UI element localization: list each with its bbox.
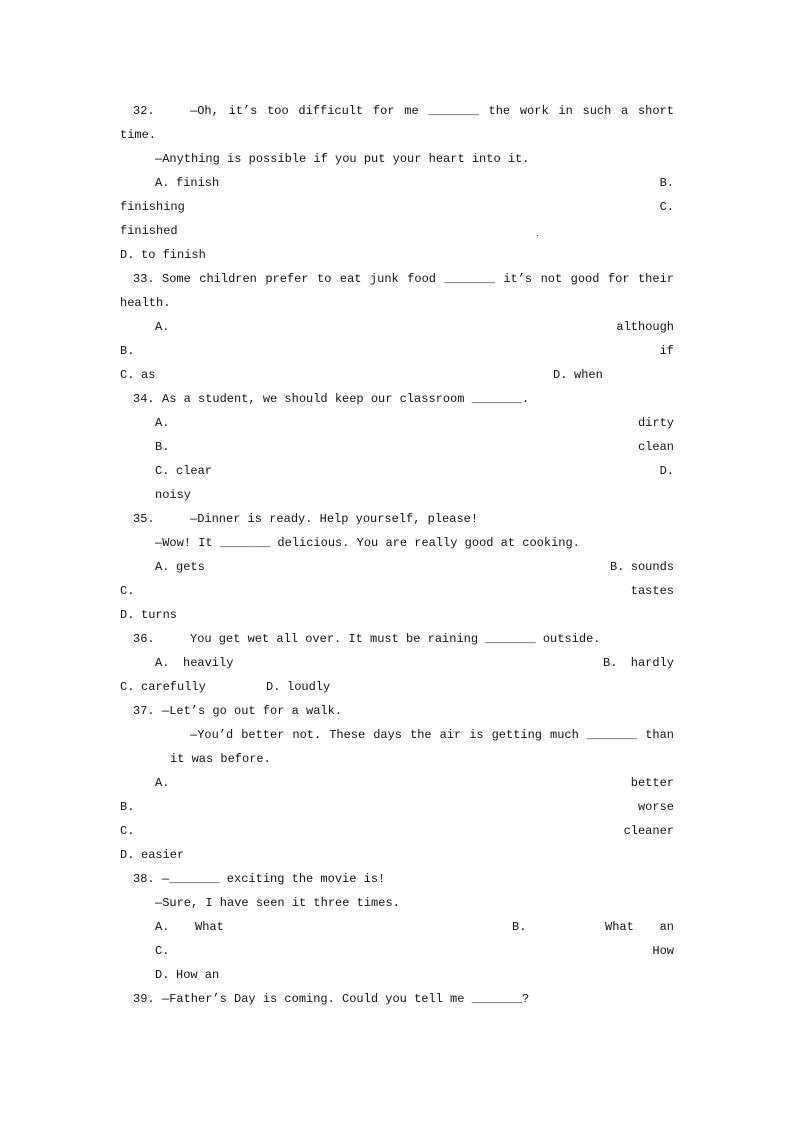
q32-option-c-text: finished (120, 224, 178, 238)
q38-option-b-text: What an (605, 920, 674, 934)
q32-option-a-text: finish (176, 176, 220, 190)
q32-option-d-text: to finish (141, 248, 206, 262)
q35-option-d-text: turns (141, 608, 178, 622)
q36-option-d-label: D. (266, 680, 281, 694)
q38-option-b-label: B. (512, 920, 527, 934)
q32-option-c-label: C. (659, 200, 674, 214)
q35-option-a-label: A. (155, 560, 170, 574)
q34-option-c-text: clear (176, 464, 213, 478)
q37-option-a-text: better (630, 776, 674, 790)
q37-option-c-text: cleaner (623, 824, 674, 838)
q38-option-d-text: How an (176, 968, 220, 982)
q33-option-b-label: B. (120, 344, 135, 358)
q33-option-c-label: C. (120, 368, 135, 382)
q33-option-a-label: A. (155, 320, 170, 334)
q33-stem-1: Some children prefer to eat junk food _______ it’s not good for their (162, 272, 674, 286)
q37-reply-2: it was before. (170, 752, 271, 766)
q35-option-c-label: C. (120, 584, 135, 598)
q34-option-b-label: B. (155, 440, 170, 454)
q34-option-a-text: dirty (637, 416, 674, 430)
q36-number: 36. (133, 632, 155, 646)
q36-option-c-text: carefully (141, 680, 206, 694)
q38-option-a-text: What (195, 920, 224, 934)
q34-option-d-label: D. (659, 464, 674, 478)
q32-reply: —Anything is possible if you put your heart into it. (155, 152, 530, 166)
q36-option-c-label: C. (120, 680, 135, 694)
q32-option-b-label: B. (659, 176, 674, 190)
q38-number: 38. (133, 872, 155, 886)
q38-stem: —_______ exciting the movie is! (162, 872, 386, 886)
q37-option-b-label: B. (120, 800, 135, 814)
q35-option-b-text: sounds (630, 560, 674, 574)
q33-option-c-text: as (141, 368, 156, 382)
q39-stem: —Father’s Day is coming. Could you tell me _______? (162, 992, 530, 1006)
q32-stem-1: —Oh, it’s too difficult for me _______ the work in such a short (190, 104, 674, 118)
q34-option-c-label: C. (155, 464, 170, 478)
q36-option-a-text: heavily (183, 656, 234, 670)
q33-stem-2: health. (120, 296, 171, 310)
q33-option-d-text: when (574, 368, 603, 382)
q33-number: 33. (133, 272, 155, 286)
q32-stem-2: time. (120, 128, 157, 142)
q37-reply-1: —You’d better not. These days the air is getting much _______ than (190, 728, 674, 742)
q35-option-d-label: D. (120, 608, 135, 622)
q35-option-c-text: tastes (630, 584, 674, 598)
q38-option-a-label: A. (155, 920, 170, 934)
q38-option-c-text: How (652, 944, 674, 958)
q35-stem: —Dinner is ready. Help yourself, please! (190, 512, 479, 526)
q37-stem: —Let’s go out for a walk. (162, 704, 343, 718)
q33-option-b-text: if (659, 344, 674, 358)
q32-option-d-label: D. (120, 248, 135, 262)
q38-option-c-label: C. (155, 944, 170, 958)
q37-option-d-label: D. (120, 848, 135, 862)
q37-option-c-label: C. (120, 824, 135, 838)
q37-option-b-text: worse (637, 800, 674, 814)
q36-stem: You get wet all over. It must be raining _______ outside. (190, 632, 601, 646)
q38-option-d-label: D. (155, 968, 170, 982)
q32-number: 32. (133, 104, 155, 118)
q35-option-a-text: gets (176, 560, 205, 574)
q36-option-a-label: A. (155, 656, 170, 670)
q36-option-d-text: loudly (287, 680, 331, 694)
stray-dot (537, 235, 538, 236)
q35-option-b-label: B. (610, 560, 625, 574)
q34-option-d-text: noisy (155, 488, 192, 502)
q37-number: 37. (133, 704, 155, 718)
q36-option-b-label: B. (603, 656, 618, 670)
q34-number: 34. (133, 392, 155, 406)
q32-option-a-label: A. (155, 176, 170, 190)
q37-option-a-label: A. (155, 776, 170, 790)
q35-number: 35. (133, 512, 155, 526)
q33-option-a-text: although (616, 320, 674, 334)
q39-number: 39. (133, 992, 155, 1006)
q32-option-b-text: finishing (120, 200, 185, 214)
q34-option-b-text: clean (637, 440, 674, 454)
q35-reply: —Wow! It _______ delicious. You are really good at cooking. (155, 536, 580, 550)
q36-option-b-text: hardly (630, 656, 674, 670)
q38-reply: —Sure, I have seen it three times. (155, 896, 400, 910)
q34-stem: As a student, we should keep our classroom _______. (162, 392, 530, 406)
q33-option-d-label: D. (553, 368, 568, 382)
q34-option-a-label: A. (155, 416, 170, 430)
q37-option-d-text: easier (141, 848, 185, 862)
